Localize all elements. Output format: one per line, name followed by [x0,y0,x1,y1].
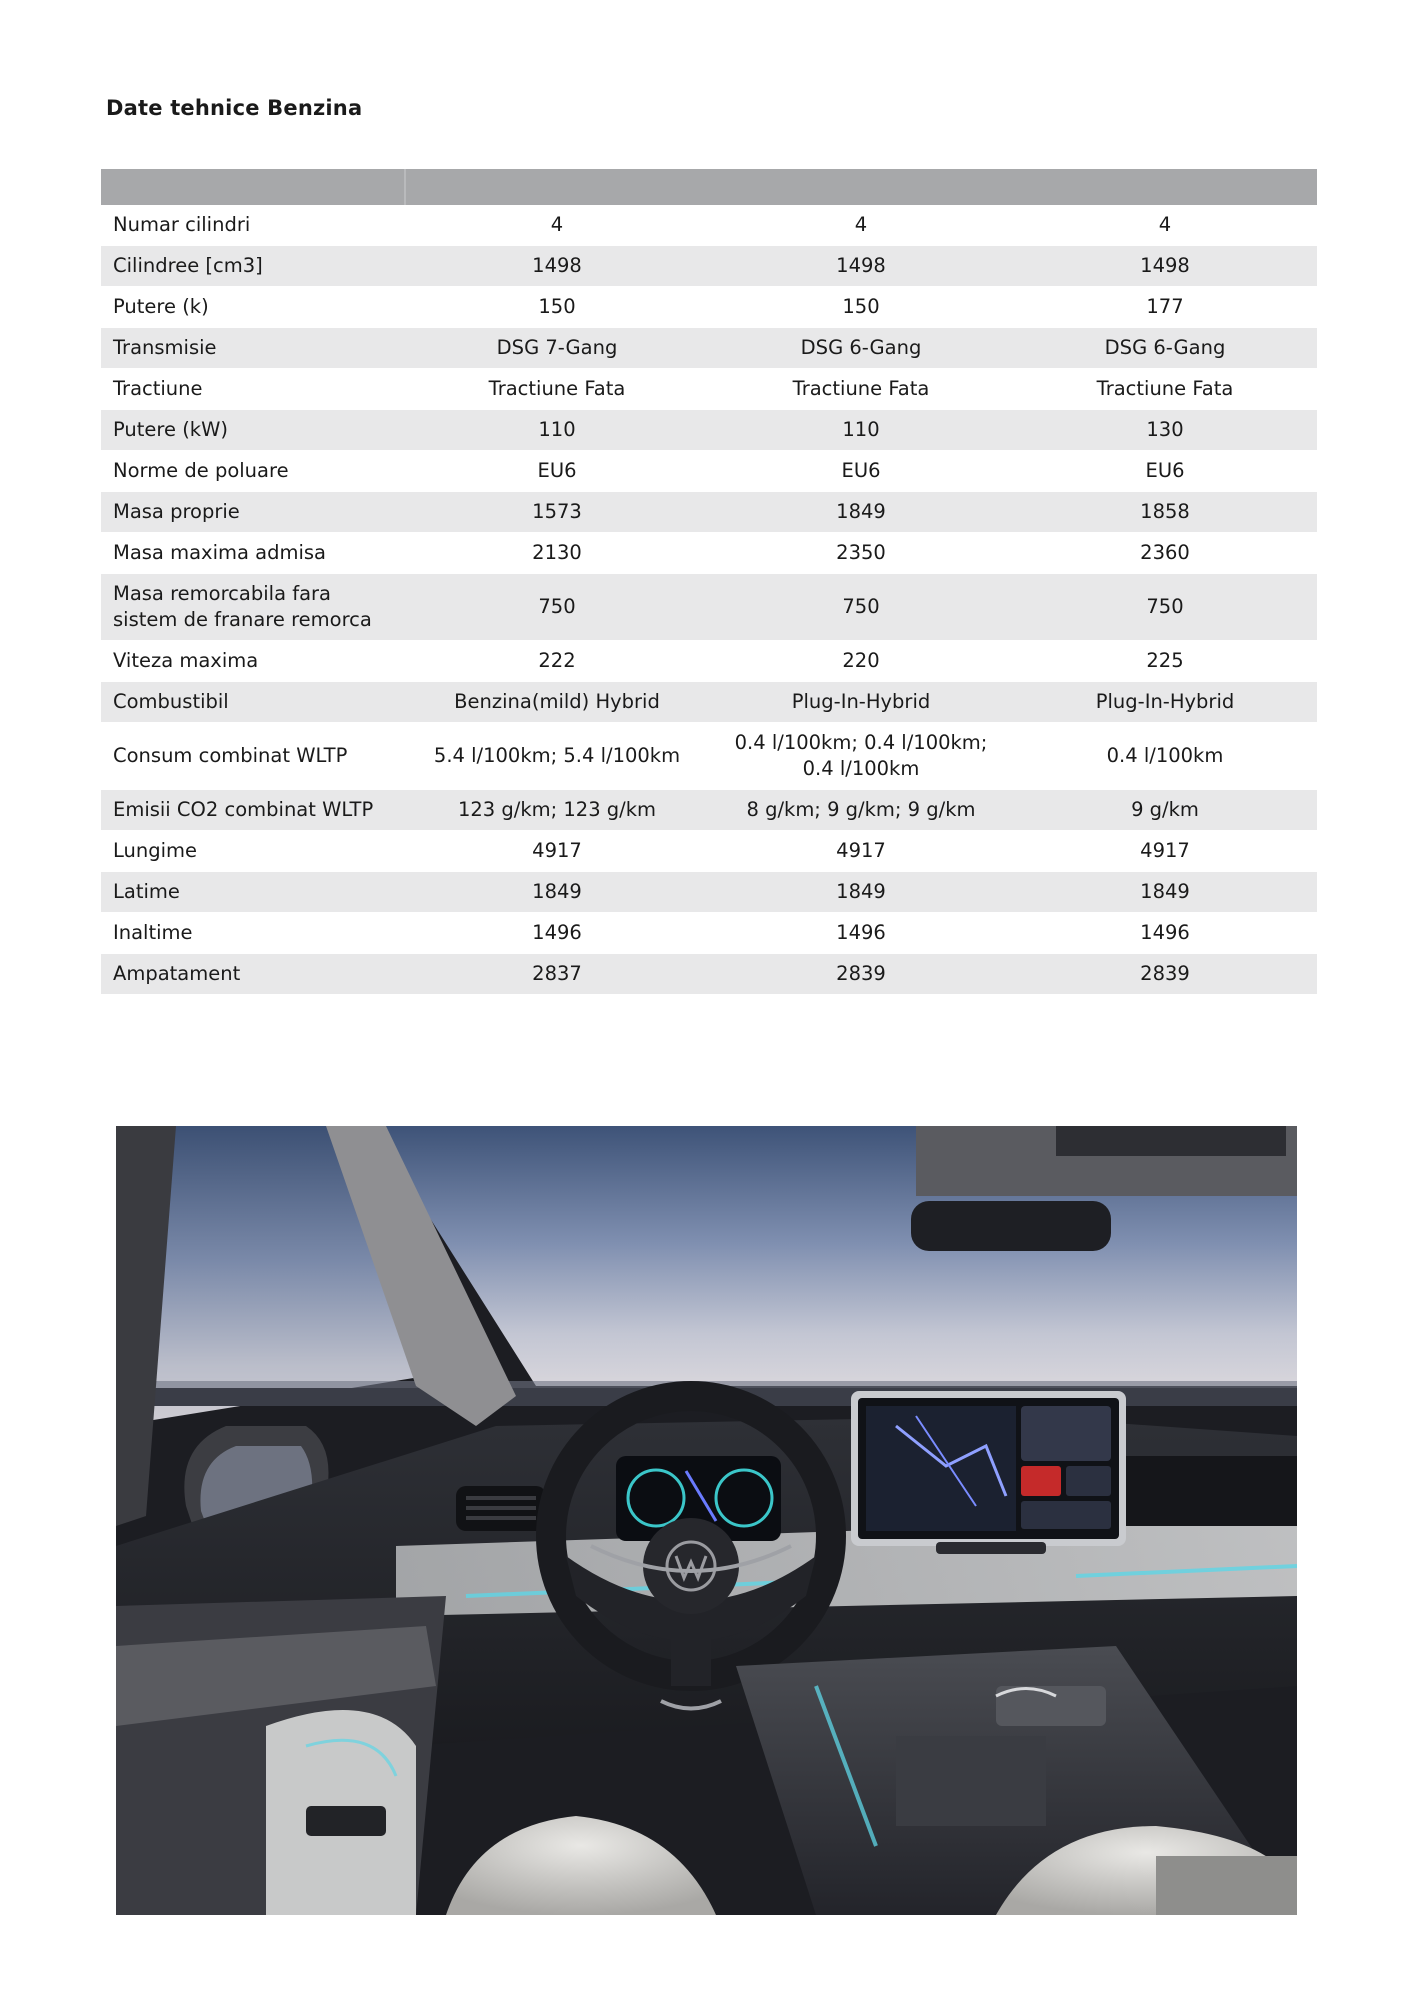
header-cell [405,169,709,205]
table-row [101,205,1317,246]
cell-value: 150 [405,287,709,328]
cell-value: 1849 [1013,872,1317,913]
cell-value: Tractiune Fata [709,369,1013,410]
cell-value: 150 [709,287,1013,328]
cell-value: 2839 [709,954,1013,995]
cell-value: EU6 [709,451,1013,492]
row-label: Viteza maxima [101,641,405,682]
row-label: Masa proprie [101,492,405,533]
cell-value: 1496 [405,913,709,954]
row-label: Numar cilindri [101,205,405,246]
table-row [101,682,1317,723]
table-row [101,328,1317,369]
cell-value: Tractiune Fata [405,369,709,410]
cell-value: 130 [1013,410,1317,451]
cell-value: 2350 [709,533,1013,574]
cell-value: 4917 [405,831,709,872]
header-cell [101,169,405,205]
table-row [101,790,1317,831]
row-label: Putere (kW) [101,410,405,451]
row-label: Lungime [101,831,405,872]
cell-value: EU6 [405,451,709,492]
page-title: Date tehnice Benzina [106,96,363,120]
cell-value: 4 [709,205,1013,246]
cell-value: 0.4 l/100km [1013,723,1317,790]
cell-value: 1498 [709,246,1013,287]
row-label: Emisii CO2 combinat WLTP [101,790,405,831]
row-label: Putere (k) [101,287,405,328]
cell-value: 5.4 l/100km; 5.4 l/100km [405,723,709,790]
cell-value: 8 g/km; 9 g/km; 9 g/km [709,790,1013,831]
technical-specs-table [101,169,1317,995]
row-label: Masa remorcabila fara sistem de franare remorca [101,574,405,641]
cell-value: 1498 [405,246,709,287]
cell-value: 4917 [709,831,1013,872]
cell-value: 4 [1013,205,1317,246]
table-row [101,723,1317,790]
row-label: Cilindree [cm3] [101,246,405,287]
cell-value: 220 [709,641,1013,682]
row-label: Ampatament [101,954,405,995]
car-interior-photo [116,1126,1297,1915]
table-row [101,451,1317,492]
cell-value: 1849 [709,492,1013,533]
table-row [101,574,1317,641]
table-row [101,641,1317,682]
cell-value: 110 [709,410,1013,451]
row-label: Consum combinat WLTP [101,723,405,790]
cell-value: 750 [1013,574,1317,641]
cell-value: 2130 [405,533,709,574]
row-label: Transmisie [101,328,405,369]
cell-value: Plug-In-Hybrid [709,682,1013,723]
row-label: Latime [101,872,405,913]
row-label: Tractiune [101,369,405,410]
cell-value: 9 g/km [1013,790,1317,831]
cell-value: 1849 [405,872,709,913]
cell-value: 222 [405,641,709,682]
header-cell [1013,169,1317,205]
cell-value: 1573 [405,492,709,533]
cell-value: 110 [405,410,709,451]
cell-value: 1849 [709,872,1013,913]
cell-value: Tractiune Fata [1013,369,1317,410]
cell-value: 177 [1013,287,1317,328]
table-row [101,913,1317,954]
table-row [101,872,1317,913]
cell-value: 4917 [1013,831,1317,872]
cell-value: DSG 6-Gang [1013,328,1317,369]
header-cell [709,169,1013,205]
table-row [101,492,1317,533]
row-label: Inaltime [101,913,405,954]
cell-value: 1498 [1013,246,1317,287]
cell-value: Benzina(mild) Hybrid [405,682,709,723]
row-label: Masa maxima admisa [101,533,405,574]
cell-value: DSG 7-Gang [405,328,709,369]
table-row [101,410,1317,451]
table-row [101,831,1317,872]
cell-value: 2360 [1013,533,1317,574]
cell-value: 2837 [405,954,709,995]
cell-value: EU6 [1013,451,1317,492]
row-label: Norme de poluare [101,451,405,492]
row-label: Combustibil [101,682,405,723]
table-row [101,369,1317,410]
cell-value: 750 [405,574,709,641]
cell-value: 123 g/km; 123 g/km [405,790,709,831]
table-header-row [101,169,1317,205]
cell-value: 1858 [1013,492,1317,533]
cell-value: 0.4 l/100km; 0.4 l/100km; 0.4 l/100km [709,723,1013,790]
cell-value: 750 [709,574,1013,641]
table-row [101,533,1317,574]
cell-value: 2839 [1013,954,1317,995]
cell-value: 1496 [709,913,1013,954]
table-row [101,287,1317,328]
cell-value: 1496 [1013,913,1317,954]
table-row [101,246,1317,287]
cell-value: DSG 6-Gang [709,328,1013,369]
cell-value: Plug-In-Hybrid [1013,682,1317,723]
table-row [101,954,1317,995]
cell-value: 225 [1013,641,1317,682]
cell-value: 4 [405,205,709,246]
